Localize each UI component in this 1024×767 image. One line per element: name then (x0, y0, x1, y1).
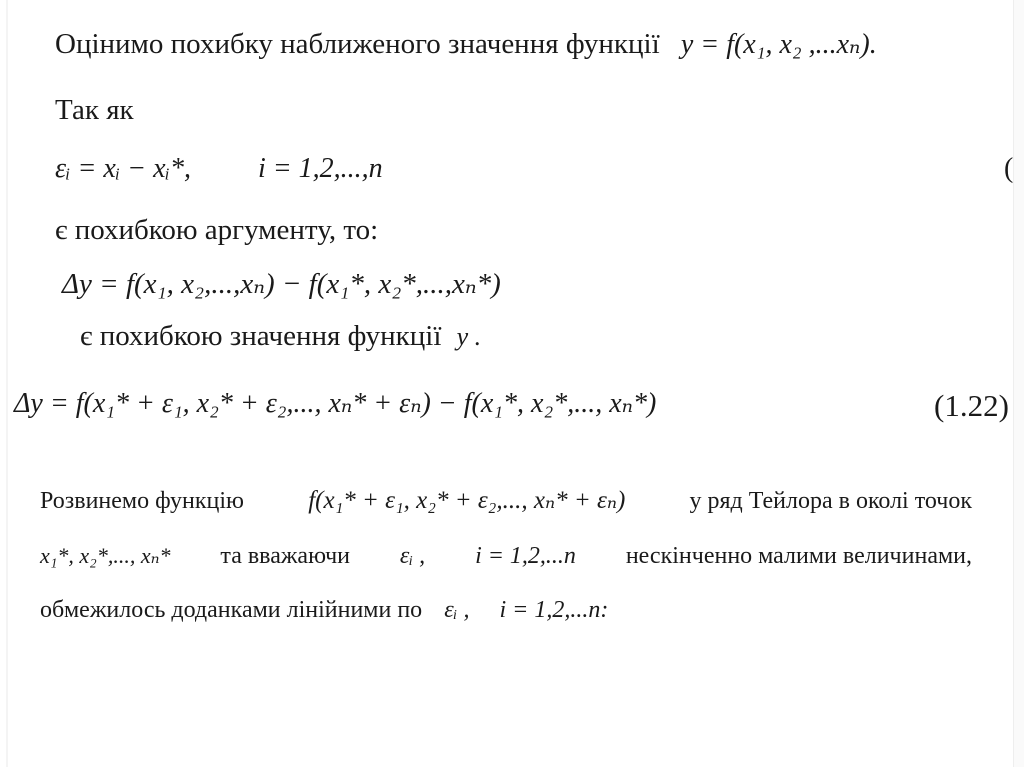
error-func-variable: y . (456, 322, 482, 351)
delta-y-equation: Δy = f(x₁, x₂,...,xₙ) − f(x₁*, x₂*,...,xₙ*) (62, 268, 501, 300)
since-label: Так як (55, 94, 134, 126)
taylor-paragraph-line-3 (40, 598, 972, 622)
taylor-paragraph-line-2 (40, 544, 972, 568)
taylor-paragraph-line-1 (40, 488, 972, 513)
error-arg-equation-line (55, 155, 383, 183)
intro-line (55, 30, 877, 59)
equation-number-fragment: ( (1004, 153, 1014, 184)
error-func-line (80, 322, 481, 351)
taylor-line3-eps: εᵢ , (444, 597, 470, 623)
slide-left-edge (6, 0, 8, 767)
taylor-line1-end: у ряд Тейлора в околі точок (689, 488, 972, 514)
taylor-line3-range: i = 1,2,...n: (499, 597, 609, 623)
delta-y-expanded-equation: Δy = f(x₁* + ε₁, x₂* + ε₂,..., xₙ* + εₙ) − f(x₁*, x₂*,..., xₙ*) (14, 388, 657, 419)
taylor-line2-text1: та вважаючи (220, 543, 351, 569)
taylor-line3-text: обмежилось доданками лінійними по (40, 597, 423, 623)
error-func-text: є похибкою значення функції (80, 320, 442, 352)
index-range: i = 1,2,...,n (257, 153, 383, 184)
taylor-line2-range: i = 1,2,...n (475, 543, 576, 569)
taylor-line2-eps: εᵢ , (399, 543, 426, 569)
intro-text: Оцінимо похибку наближеного значення функції (55, 28, 660, 60)
taylor-line1-start: Розвинемо функцію (40, 488, 244, 514)
slide-right-edge (1013, 0, 1024, 767)
taylor-line2-points: x₁*, x₂*,..., xₙ* (40, 543, 171, 568)
taylor-line2-text2: нескінченно малими величинами, (625, 543, 972, 569)
error-arg-text: є похибкою аргументу, то: (55, 214, 379, 246)
taylor-line1-formula: f(x₁* + ε₁, x₂* + ε₂,..., xₙ* + εₙ) (308, 487, 626, 514)
equation-number: (1.22) (934, 388, 1009, 423)
error-arg-equation: εᵢ = xᵢ − xᵢ*, (55, 153, 191, 184)
intro-formula: y = f(x₁, x₂ ,...xₙ). (680, 29, 877, 60)
